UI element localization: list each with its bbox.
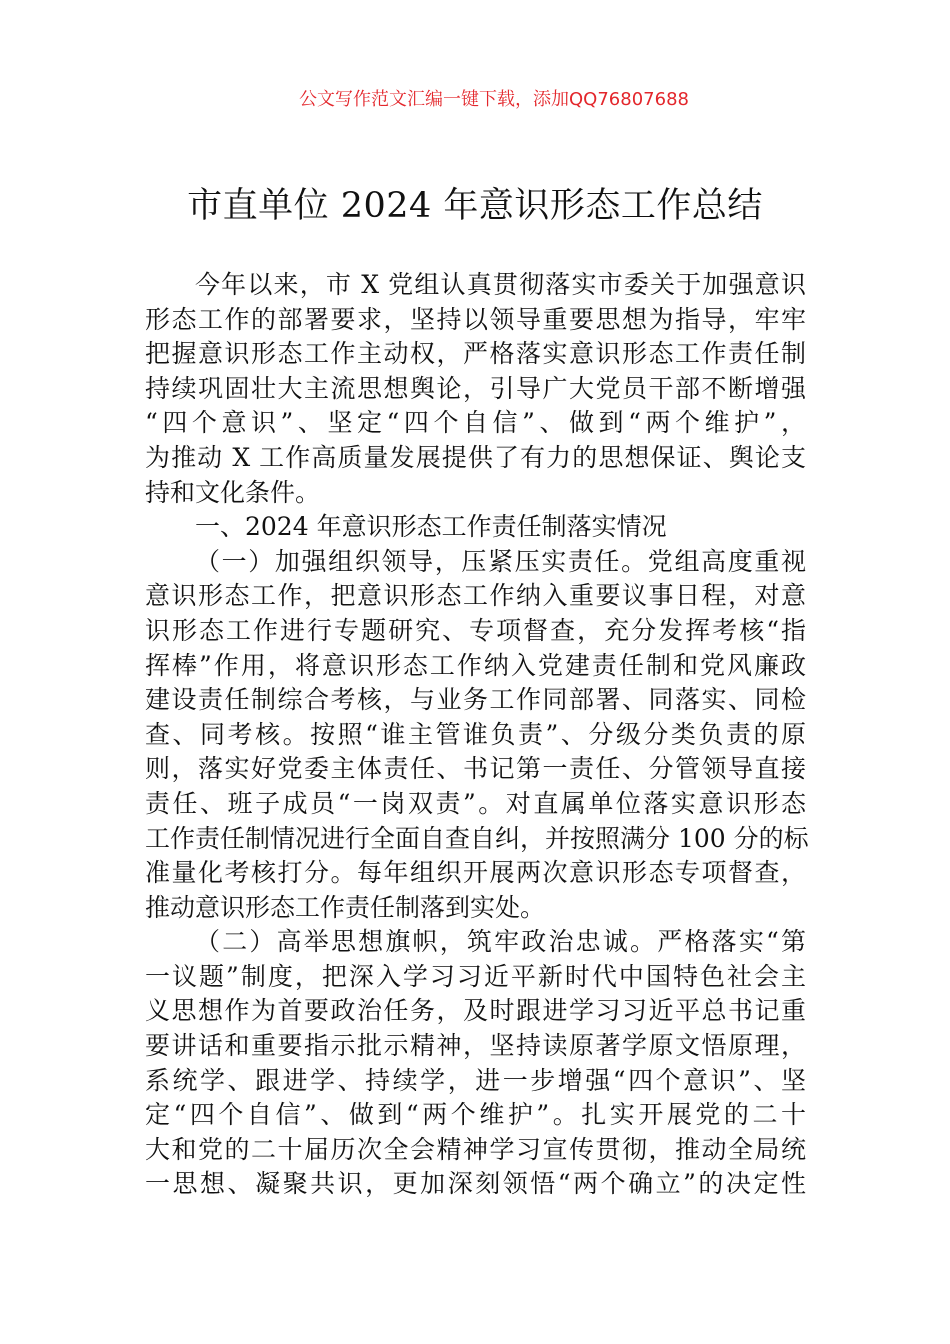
text-line: 把握意识形态工作主动权，严格落实意识形态工作责任制 bbox=[145, 339, 806, 369]
text-line: 挥棒”作用，将意识形态工作纳入党建责任制和党风廉政 bbox=[145, 650, 806, 680]
paragraph bbox=[145, 545, 809, 926]
download-banner-link[interactable]: 公文写作范文汇编一键下载，添加QQ76807688 bbox=[299, 89, 689, 110]
paragraph bbox=[145, 925, 806, 1202]
text-line: 工作责任制情况进行全面自查自纠，并按照满分 100 分的标 bbox=[145, 823, 809, 853]
text-line: 一、2024 年意识形态工作责任制落实情况 bbox=[195, 512, 667, 542]
text-line: 意识形态工作，把意识形态工作纳入重要议事日程，对意 bbox=[145, 581, 806, 611]
text-line: （二）高举思想旗帜，筑牢政治忠诚。严格落实“第 bbox=[195, 927, 806, 957]
text-line: 准量化考核打分。每年组织开展两次意识形态专项督查， bbox=[145, 858, 806, 888]
text-line: 定“四个自信”、做到“两个维护”。扎实开展党的二十 bbox=[145, 1100, 806, 1130]
paragraph bbox=[145, 268, 806, 510]
text-line: 要讲话和重要指示批示精神，坚持读原著学原文悟原理， bbox=[145, 1031, 806, 1061]
text-line: 识形态工作进行专题研究、专项督查，充分发挥考核“指 bbox=[145, 615, 806, 645]
text-line: 系统学、跟进学、持续学，进一步增强“四个意识”、坚 bbox=[145, 1065, 806, 1095]
document-title: 市直单位 2024 年意识形态工作总结 bbox=[187, 186, 763, 226]
text-line: 今年以来，市 X 党组认真贯彻落实市委关于加强意识 bbox=[195, 270, 806, 299]
text-line: 持续巩固壮大主流思想舆论，引导广大党员干部不断增强 bbox=[145, 373, 806, 403]
text-line: 一议题”制度，把深入学习习近平新时代中国特色社会主 bbox=[145, 961, 806, 991]
text-line: 形态工作的部署要求，坚持以领导重要思想为指导，牢牢 bbox=[145, 304, 806, 334]
text-line: （一）加强组织领导，压紧压实责任。党组高度重视 bbox=[195, 546, 806, 576]
section-heading bbox=[145, 510, 806, 545]
text-line: “四个意识”、坚定“四个自信”、做到“两个维护”， bbox=[145, 408, 806, 438]
text-line: 推动意识形态工作责任制落到实处。 bbox=[145, 892, 546, 922]
text-line: 为推动 X 工作高质量发展提供了有力的思想保证、舆论支 bbox=[145, 442, 806, 472]
document-body bbox=[145, 268, 809, 1202]
text-line: 义思想作为首要政治任务，及时跟进学习习近平总书记重 bbox=[145, 996, 806, 1026]
text-line: 建设责任制综合考核，与业务工作同部署、同落实、同检 bbox=[145, 685, 806, 715]
text-line: 持和文化条件。 bbox=[145, 477, 321, 507]
text-line: 查、同考核。按照“谁主管谁负责”、分级分类负责的原 bbox=[145, 719, 806, 749]
text-line: 一思想、凝聚共识，更加深刻领悟“两个确立”的决定性 bbox=[145, 1169, 806, 1199]
text-line: 责任、班子成员“一岗双责”。对直属单位落实意识形态 bbox=[145, 788, 806, 818]
text-line: 则，落实好党委主体责任、书记第一责任、分管领导直接 bbox=[145, 754, 806, 784]
text-line: 大和党的二十届历次全会精神学习宣传贯彻，推动全局统 bbox=[145, 1134, 806, 1164]
